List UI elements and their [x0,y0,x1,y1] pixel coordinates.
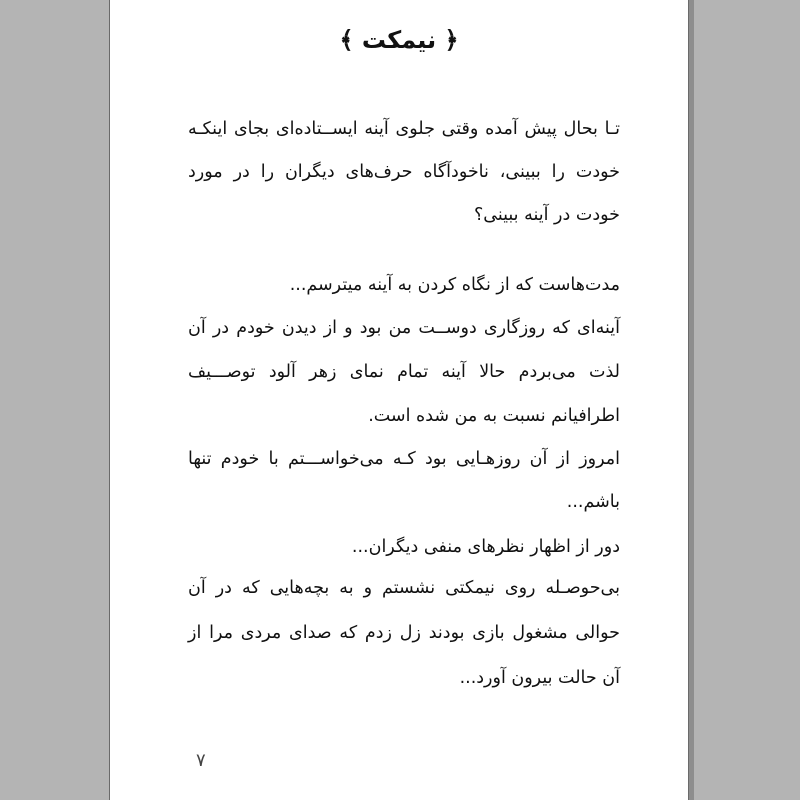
paragraph-text: تـا بحال پیش آمده وقتی جلوی آینه ایســتاده‌ای بجای اینکـه خودت را ببینی، ناخودآگاه حرف‌های دیگران را در مورد خودت در آینه ببینی؟ [188,119,620,225]
page-number: ۷ [196,750,206,771]
paragraph-text: بی‌حوصـله روی نیمکتی نشستم و به بچه‌هایی که در آن حوالی مشغول بازی بودند زل زدم که صدای مردی مرا از آن حالت بیرون آورد... [188,578,620,688]
paragraph-4 [188,438,620,524]
paragraph-text: آینه‌ای که روزگاری دوســت من بود و از دیدن خودم در آن لذت می‌بردم حالا آینه تمام نمای زهر آلود توصـــیف اطرافیانم نسبت به من شده است. [188,318,620,426]
paragraph-text: امروز از آن روزهـایی بود کـه می‌خواســـتم با خودم تنها باشم... [188,449,620,512]
paragraph-6 [188,566,620,701]
page-title: ﴿ نیمکت ﴾ [339,26,459,54]
document-page [109,0,689,800]
paragraph-text: دور از اظهار نظرهای منفی دیگران... [351,537,620,557]
paragraph-5 [188,527,620,567]
paragraph-text: مدت‌هاست که از نگاه کردن به آینه میترسم... [289,275,620,295]
paragraph-1 [188,108,620,237]
paragraph-2 [188,264,620,307]
paragraph-3 [188,306,620,438]
